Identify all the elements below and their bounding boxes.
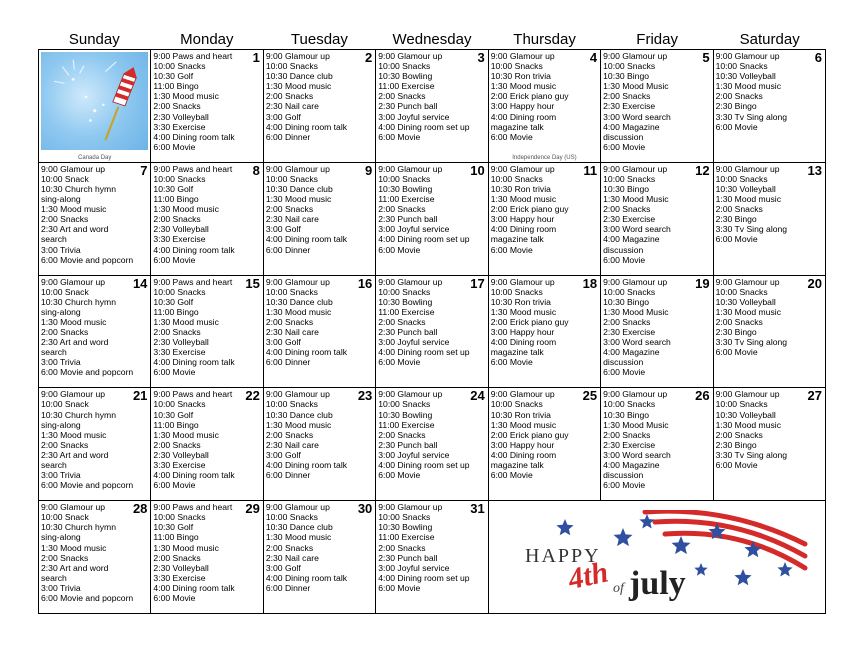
day-events: 9:00 Glamour up 10:00 Snacks 10:30 Ron trivia 1:30 Mood music 2:00 Erick piano guy 3:00 Happy hour 4:00 Dining room magazine talk 6:00 Movie xyxy=(490,276,569,368)
day-events: 9:00 Glamour up 10:00 Snacks 10:30 Bingo 1:30 Mood Music 2:00 Snacks 2:30 Exercise 3:00 Word search 4:00 Magazine discussion 6:00 Movie xyxy=(603,163,671,265)
banner-fourth: 4th xyxy=(565,555,612,596)
weekday-wednesday: Wednesday xyxy=(392,31,472,48)
day-cell xyxy=(264,163,376,276)
day-number: 18 xyxy=(582,275,598,291)
day-number: 7 xyxy=(140,162,148,178)
day-cell xyxy=(714,388,826,501)
day-events: 9:00 Paws and heart 10:00 Snacks 10:30 Golf 11:00 Bingo 1:30 Mood music 2:00 Snacks 2:30 Volleyball 3:30 Exercise 4:00 Dining room talk 6:00 Movie xyxy=(153,276,235,378)
day-cell xyxy=(151,501,263,614)
day-cell xyxy=(489,50,601,163)
day-number: 25 xyxy=(582,388,598,404)
day-events: 9:00 Glamour up 10:00 Snacks 10:30 Bingo 1:30 Mood Music 2:00 Snacks 2:30 Exercise 3:00 Word search 4:00 Magazine discussion 6:00 Movie xyxy=(603,51,671,152)
banner-happy: HAPPY xyxy=(524,544,601,567)
day-events: 9:00 Glamour up 10:00 Snacks 10:30 Dance club 1:30 Mood music 2:00 Snacks 2:30 Nail care 3:00 Golf 4:00 Dining room talk 6:00 Dinner xyxy=(265,276,348,368)
day-cell xyxy=(489,163,601,276)
day-events: 9:00 Glamour up 10:00 Snack 10:30 Church hymn sing-along 1:30 Mood music 2:00 Snacks 2:30 Art and word search 3:00 Trivia 6:00 Movie and popcorn xyxy=(41,389,134,491)
day-number: 17 xyxy=(470,275,485,291)
day-number: 26 xyxy=(695,388,710,404)
day-events: 9:00 Glamour up 10:00 Snacks 10:30 Dance club 1:30 Mood music 2:00 Snacks 2:30 Nail care 3:00 Golf 4:00 Dining room talk 6:00 Dinner xyxy=(265,502,348,593)
day-number: 21 xyxy=(132,388,148,404)
day-cell xyxy=(601,50,713,163)
day-events: 9:00 Glamour up 10:00 Snacks 10:30 Bowling 11:00 Exercise 2:00 Snacks 2:30 Punch ball 3:00 Joyful service 4:00 Dining room set up 6:00 Movie xyxy=(378,276,470,368)
weekday-friday: Friday xyxy=(636,31,678,48)
day-number: 5 xyxy=(702,50,710,65)
day-cell xyxy=(601,163,713,276)
firework-rocket-icon xyxy=(41,52,148,150)
day-events: 9:00 Paws and heart 10:00 Snacks 10:30 Golf 11:00 Bingo 1:30 Mood music 2:00 Snacks 2:30 Volleyball 3:30 Exercise 4:00 Dining room talk 6:00 Movie xyxy=(153,163,235,265)
holiday-note: Canada Day xyxy=(78,154,112,161)
day-number: 2 xyxy=(365,50,373,65)
day-cell xyxy=(714,276,826,389)
day-events: 9:00 Glamour up 10:00 Snacks 10:30 Bowling 11:00 Exercise 2:00 Snacks 2:30 Punch ball 3:00 Joyful service 4:00 Dining room set up 6:00 Movie xyxy=(378,163,470,255)
day-cell xyxy=(151,388,263,501)
day-cell xyxy=(39,501,151,614)
day-number: 8 xyxy=(252,162,260,178)
day-number: 16 xyxy=(357,275,373,291)
day-number: 30 xyxy=(357,501,373,517)
day-events: 9:00 Glamour up 10:00 Snacks 10:30 Bingo 1:30 Mood Music 2:00 Snacks 2:30 Exercise 3:00 Word search 4:00 Magazine discussion 6:00 Movie xyxy=(603,389,671,491)
day-cell xyxy=(39,163,151,276)
day-number: 19 xyxy=(695,275,710,291)
day-cell xyxy=(376,388,488,501)
weekday-tuesday: Tuesday xyxy=(290,31,348,48)
day-events: 9:00 Glamour up 10:00 Snacks 10:30 Bowling 11:00 Exercise 2:00 Snacks 2:30 Punch ball 3:00 Joyful service 4:00 Dining room set up 6:00 Movie xyxy=(378,51,470,142)
day-cell xyxy=(489,388,601,501)
weekday-sunday: Sunday xyxy=(68,31,120,48)
day-number: 28 xyxy=(132,501,148,517)
day-number: 9 xyxy=(365,162,373,178)
day-number: 14 xyxy=(132,275,148,291)
day-cell xyxy=(489,276,601,389)
day-number: 27 xyxy=(807,388,822,404)
happy-4th-of-july-banner xyxy=(489,501,826,614)
day-number: 15 xyxy=(245,275,260,291)
day-cell xyxy=(376,276,488,389)
day-cell xyxy=(376,50,488,163)
day-cell xyxy=(264,388,376,501)
day-cell xyxy=(151,163,263,276)
day-events: 9:00 Glamour up 10:00 Snacks 10:30 Volleyball 1:30 Mood music 2:00 Snacks 2:30 Bingo 3:30 Tv Sing along 6:00 Movie xyxy=(715,276,788,358)
day-cell xyxy=(601,388,713,501)
day-cell xyxy=(264,50,376,163)
day-number: 13 xyxy=(807,162,822,178)
day-events: 9:00 Glamour up 10:00 Snacks 10:30 Bowling 11:00 Exercise 2:00 Snacks 2:30 Punch ball 3:00 Joyful service 4:00 Dining room set up 6:00 Movie xyxy=(378,502,470,593)
day-cell xyxy=(264,501,376,614)
day-cell xyxy=(151,50,263,163)
day-cell xyxy=(601,276,713,389)
day-events: 9:00 Glamour up 10:00 Snacks 10:30 Ron trivia 1:30 Mood music 2:00 Erick piano guy 3:00 Happy hour 4:00 Dining room magazine talk 6:00 Movie xyxy=(490,389,569,481)
banner-july: july xyxy=(628,564,686,602)
day-cell xyxy=(151,276,263,389)
day-events: 9:00 Paws and heart 10:00 Snacks 10:30 Golf 11:00 Bingo 1:30 Mood music 2:00 Snacks 2:30 Volleyball 3:30 Exercise 4:00 Dining room talk 6:00 Movie xyxy=(153,389,235,491)
day-events: 9:00 Glamour up 10:00 Snack 10:30 Church hymn sing-along 1:30 Mood music 2:00 Snacks 2:30 Art and word search 3:00 Trivia 6:00 Movie and popcorn xyxy=(41,276,134,378)
day-events: 9:00 Paws and heart 10:00 Snacks 10:30 Golf 11:00 Bingo 1:30 Mood music 2:00 Snacks 2:30 Volleyball 3:30 Exercise 4:00 Dining room talk 6:00 Movie xyxy=(153,51,235,152)
day-number: 1 xyxy=(252,50,260,65)
day-number: 22 xyxy=(245,388,260,404)
day-cell xyxy=(264,276,376,389)
day-events: 9:00 Glamour up 10:00 Snacks 10:30 Bingo 1:30 Mood Music 2:00 Snacks 2:30 Exercise 3:00 Word search 4:00 Magazine discussion 6:00 Movie xyxy=(603,276,671,378)
day-number: 29 xyxy=(245,501,260,517)
day-number: 11 xyxy=(583,162,598,178)
day-number: 23 xyxy=(357,388,373,404)
weekday-header-row xyxy=(38,30,826,50)
weekday-monday: Monday xyxy=(180,31,234,48)
day-cell xyxy=(376,163,488,276)
day-events: 9:00 Glamour up 10:00 Snacks 10:30 Ron trivia 1:30 Mood music 2:00 Erick piano guy 3:00 Happy hour 4:00 Dining room magazine talk 6:00 Movie xyxy=(490,51,569,142)
day-cell xyxy=(39,50,151,163)
day-cell xyxy=(714,50,826,163)
day-number: 6 xyxy=(814,50,822,65)
day-events: 9:00 Glamour up 10:00 Snack 10:30 Church hymn sing-along 1:30 Mood music 2:00 Snacks 2:30 Art and word search 3:00 Trivia 6:00 Movie and popcorn xyxy=(41,502,134,604)
day-cell xyxy=(714,163,826,276)
holiday-note: Independence Day (US) xyxy=(512,154,577,161)
day-events: 9:00 Glamour up 10:00 Snacks 10:30 Bowling 11:00 Exercise 2:00 Snacks 2:30 Punch ball 3:00 Joyful service 4:00 Dining room set up 6:00 Movie xyxy=(378,389,470,481)
day-number: 20 xyxy=(807,275,822,291)
banner-of: of xyxy=(612,580,624,596)
day-events: 9:00 Glamour up 10:00 Snacks 10:30 Ron trivia 1:30 Mood music 2:00 Erick piano guy 3:00 Happy hour 4:00 Dining room magazine talk 6:00 Movie xyxy=(490,163,569,255)
day-events: 9:00 Glamour up 10:00 Snacks 10:30 Dance club 1:30 Mood music 2:00 Snacks 2:30 Nail care 3:00 Golf 4:00 Dining room talk 6:00 Dinner xyxy=(265,389,348,481)
day-cell xyxy=(376,501,488,614)
day-events: 9:00 Glamour up 10:00 Snacks 10:30 Volleyball 1:30 Mood music 2:00 Snacks 2:30 Bingo 3:30 Tv Sing along 6:00 Movie xyxy=(715,389,788,471)
weekday-saturday: Saturday xyxy=(739,31,800,48)
day-number: 24 xyxy=(470,388,485,404)
day-events: 9:00 Paws and heart 10:00 Snacks 10:30 Golf 11:00 Bingo 1:30 Mood music 2:00 Snacks 2:30 Volleyball 3:30 Exercise 4:00 Dining room talk 6:00 Movie xyxy=(153,502,235,604)
day-number: 12 xyxy=(695,162,710,178)
day-events: 9:00 Glamour up 10:00 Snacks 10:30 Volleyball 1:30 Mood music 2:00 Snacks 2:30 Bingo 3:30 Tv Sing along 6:00 Movie xyxy=(715,163,788,245)
day-number: 10 xyxy=(470,162,485,178)
day-events: 9:00 Glamour up 10:00 Snacks 10:30 Dance club 1:30 Mood music 2:00 Snacks 2:30 Nail care 3:00 Golf 4:00 Dining room talk 6:00 Dinner xyxy=(265,163,348,255)
day-events: 9:00 Glamour up 10:00 Snack 10:30 Church hymn sing-along 1:30 Mood music 2:00 Snacks 2:30 Art and word search 3:00 Trivia 6:00 Movie and popcorn xyxy=(41,163,134,265)
day-events: 9:00 Glamour up 10:00 Snacks 10:30 Dance club 1:30 Mood music 2:00 Snacks 2:30 Nail care 3:00 Golf 4:00 Dining room talk 6:00 Dinner xyxy=(265,51,348,142)
day-cell xyxy=(39,388,151,501)
calendar-grid xyxy=(38,49,826,614)
day-events: 9:00 Glamour up 10:00 Snacks 10:30 Volleyball 1:30 Mood music 2:00 Snacks 2:30 Bingo 3:30 Tv Sing along 6:00 Movie xyxy=(715,51,788,132)
day-number: 31 xyxy=(470,501,485,517)
day-number: 3 xyxy=(477,50,485,65)
day-number: 4 xyxy=(589,50,598,65)
day-cell xyxy=(39,276,151,389)
weekday-thursday: Thursday xyxy=(513,31,576,48)
